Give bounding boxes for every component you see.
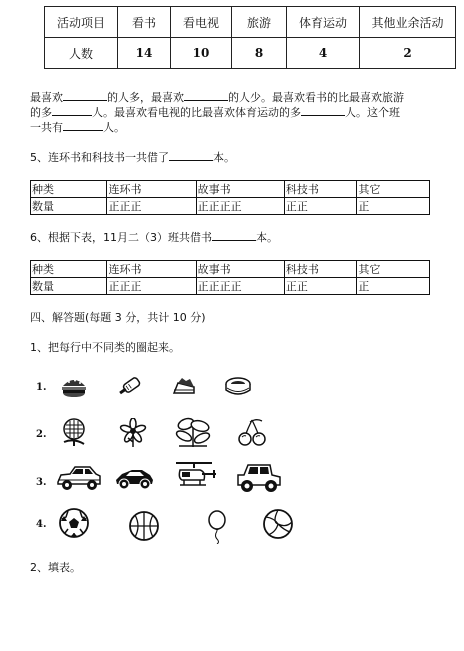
table-cell: 正正正 bbox=[107, 278, 196, 295]
flower-icon[interactable] bbox=[118, 418, 148, 448]
answer-blank[interactable] bbox=[212, 230, 256, 241]
question-5: 5、连环书和科技书一共借了 本。 bbox=[30, 151, 235, 164]
table-header-cell: 其它 bbox=[357, 261, 430, 278]
table-header-cell: 故事书 bbox=[196, 181, 284, 198]
question-6: 6、根据下表，11月二（3）班共借书 本。 bbox=[30, 231, 278, 244]
table-cell: 正 bbox=[357, 198, 430, 215]
table-cell: 正正正 bbox=[107, 198, 196, 215]
answer-blank[interactable] bbox=[184, 90, 228, 101]
answer-blank[interactable] bbox=[63, 120, 103, 131]
table-header-cell: 其他业余活动 bbox=[360, 7, 456, 38]
table-cell: 正正正正 bbox=[196, 278, 284, 295]
table-cell: 正 bbox=[357, 278, 430, 295]
table-cell: 2 bbox=[360, 38, 456, 69]
question-text: 1、把每行中不同类的圈起来。 bbox=[30, 341, 180, 354]
tree-icon[interactable] bbox=[60, 418, 88, 448]
table-row bbox=[45, 38, 456, 69]
question-text: 2、填表。 bbox=[30, 561, 81, 574]
popsicle-icon[interactable] bbox=[118, 375, 144, 397]
table-header-cell: 科技书 bbox=[284, 181, 357, 198]
table-row bbox=[31, 181, 430, 198]
soccer-ball-icon[interactable] bbox=[58, 507, 90, 539]
basketball-icon[interactable] bbox=[128, 510, 160, 542]
row-label: 4. bbox=[36, 519, 47, 530]
table-header-cell: 种类 bbox=[31, 181, 107, 198]
activity-stats-table bbox=[44, 6, 456, 69]
row-label: 1. bbox=[36, 382, 47, 393]
leaf-plant-icon[interactable] bbox=[174, 416, 214, 448]
table-row bbox=[31, 198, 430, 215]
table-header-cell: 看电视 bbox=[171, 7, 232, 38]
q6-table bbox=[30, 260, 430, 295]
table-header-cell: 连环书 bbox=[107, 181, 196, 198]
answer-blank[interactable] bbox=[63, 90, 107, 101]
row-label: 3. bbox=[36, 477, 47, 488]
sedan-car-icon[interactable] bbox=[56, 464, 102, 492]
jeep-icon[interactable] bbox=[234, 461, 282, 493]
table-cell: 正正 bbox=[284, 198, 357, 215]
table-row-label: 人数 bbox=[45, 38, 118, 69]
fill-in-paragraph: 最喜欢 的人多，最喜欢 的人少。最喜欢看书的比最喜欢旅游 的多 人。最喜欢看电视的比最喜欢体育运动的多 人。这个班 一共有 人。 bbox=[30, 91, 404, 134]
table-cell: 正正正正 bbox=[196, 198, 284, 215]
balloon-icon[interactable] bbox=[206, 510, 228, 544]
table-header-cell: 连环书 bbox=[107, 261, 196, 278]
answer-blank[interactable] bbox=[169, 150, 213, 161]
table-cell: 数量 bbox=[31, 278, 107, 295]
table-header-cell: 旅游 bbox=[232, 7, 287, 38]
row-label: 2. bbox=[36, 429, 47, 440]
table-header-cell: 科技书 bbox=[284, 261, 357, 278]
sports-car-icon[interactable] bbox=[114, 464, 154, 492]
table-cell: 10 bbox=[171, 38, 232, 69]
table-cell: 数量 bbox=[31, 198, 107, 215]
cake-slice-icon[interactable] bbox=[172, 375, 198, 397]
table-header-cell: 体育运动 bbox=[287, 7, 360, 38]
table-row bbox=[31, 278, 430, 295]
helicopter-icon[interactable] bbox=[170, 460, 218, 490]
table-header-cell: 其它 bbox=[357, 181, 430, 198]
section-title: 四、解答题(每题 3 分，共计 10 分) bbox=[30, 311, 206, 324]
table-header-cell: 故事书 bbox=[196, 261, 284, 278]
cherries-icon[interactable] bbox=[236, 418, 268, 446]
answer-blank[interactable] bbox=[52, 105, 92, 116]
hamburger-icon[interactable] bbox=[60, 376, 88, 398]
q5-table bbox=[30, 180, 430, 215]
table-header-cell: 种类 bbox=[31, 261, 107, 278]
round-cake-icon[interactable] bbox=[224, 374, 252, 398]
table-cell: 8 bbox=[232, 38, 287, 69]
table-cell: 正正 bbox=[284, 278, 357, 295]
table-row bbox=[45, 7, 456, 38]
volleyball-icon[interactable] bbox=[262, 508, 294, 540]
table-row bbox=[31, 261, 430, 278]
answer-blank[interactable] bbox=[301, 105, 345, 116]
table-header-cell: 看书 bbox=[118, 7, 171, 38]
table-cell: 4 bbox=[287, 38, 360, 69]
table-cell: 14 bbox=[118, 38, 171, 69]
table-header-cell: 活动项目 bbox=[45, 7, 118, 38]
